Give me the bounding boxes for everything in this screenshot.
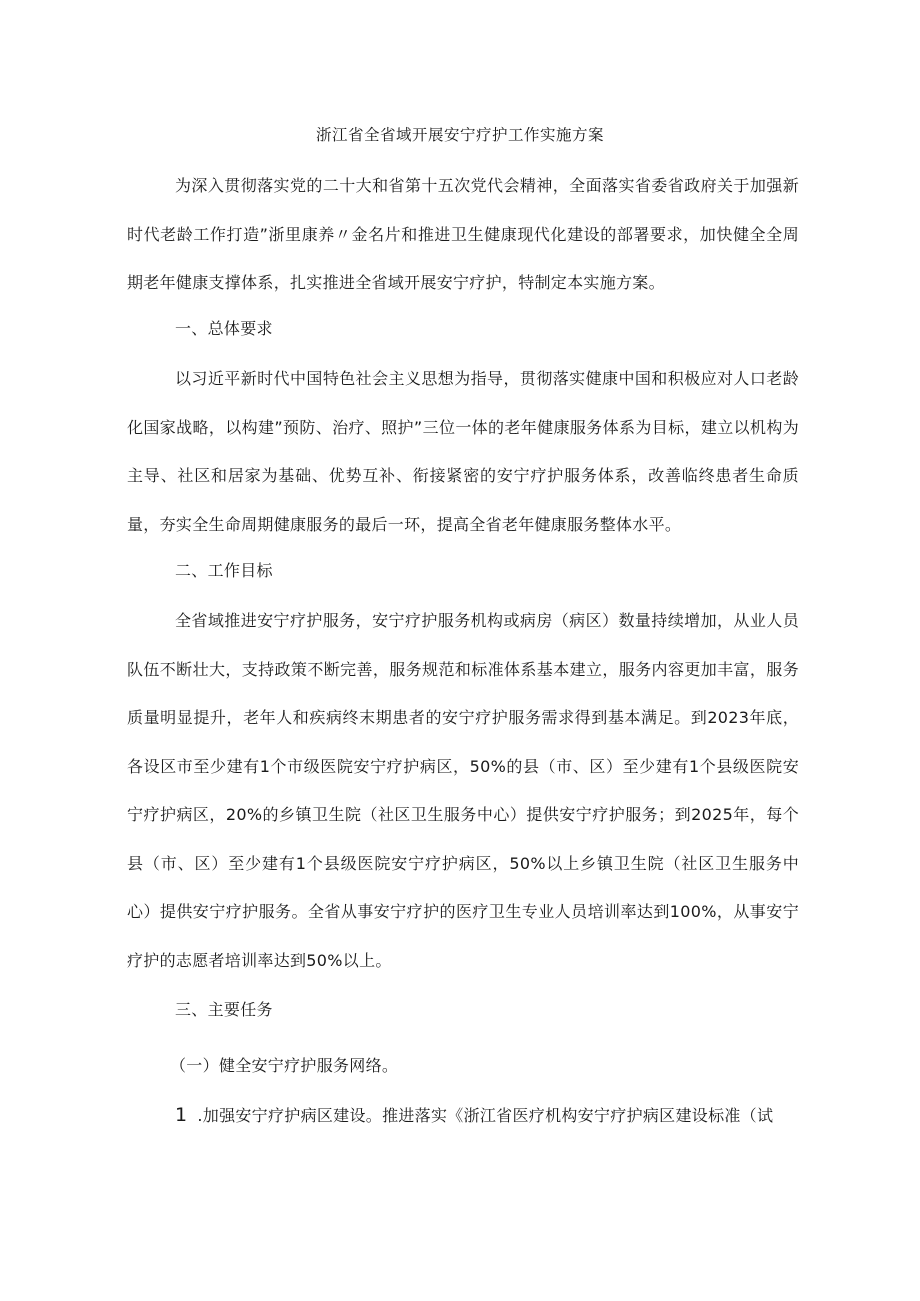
- task-item-number: 1: [175, 1104, 188, 1126]
- task-item-text: .加强安宁疗护病区建设。推进落实《浙江省医疗机构安宁疗护病区建设标准（试: [197, 1106, 774, 1125]
- section-heading-general-requirements: 一、总体要求: [175, 319, 273, 338]
- subsection-heading-service-network: （一）健全安宁疗护服务网络。: [170, 1056, 399, 1075]
- section-heading-work-goals: 二、工作目标: [175, 561, 273, 580]
- section-heading-main-tasks: 三、主要任务: [175, 1000, 273, 1019]
- task-item-1: [175, 1103, 795, 1128]
- document-title: 浙江省全省域开展安宁疗护工作实施方案: [315, 126, 604, 144]
- work-goals-paragraph: 全省域推进安宁疗护服务，安宁疗护服务机构或病房（病区）数量持续增加，从业人员队伍不断壮大，支持政策不断完善，服务规范和标准体系基本建立，服务内容更加丰富，服务质量明显提升，老年人和疾病终末期患者的安宁疗护服务需求得到基本满足。到2023年底， 各设区市至少建有1个市级医院安宁疗护病区，50%的县（市、区）至少建有1个县级医院安宁疗护病区，20%的乡镇卫生院（社区卫生服务中心）提供安宁疗护服务；到2025年，每个县（市、区）至少建有1个县级医院安宁疗护病区，50%以上乡镇卫生院（社区卫生服务中心）提供安宁疗护服务。全省从事安宁疗护的医疗卫生专业人员培训率达到100%，从事安宁疗护的志愿者培训率达到50%以上。: [127, 611, 799, 970]
- general-requirements-paragraph: 以习近平新时代中国特色社会主义思想为指导，贯彻落实健康中国和积极应对人口老龄化国家战略，以构建”预防、治疗、照护”三位一体的老年健康服务体系为目标，建立以机构为主导、社区和居家为基础、优势互补、衔接紧密的安宁疗护服务体系，改善临终患者生命质量，夯实全生命周期健康服务的最后一环，提高全省老年健康服务整体水平。: [127, 369, 799, 534]
- intro-paragraph: 为深入贯彻落实党的二十大和省第十五次党代会精神，全面落实省委省政府关于加强新时代老龄工作打造”浙里康养〃金名片和推进卫生健康现代化建设的部署要求，加快健全全周期老年健康支撑体系，扎实推进全省域开展安宁疗护，特制定本实施方案。: [127, 176, 799, 292]
